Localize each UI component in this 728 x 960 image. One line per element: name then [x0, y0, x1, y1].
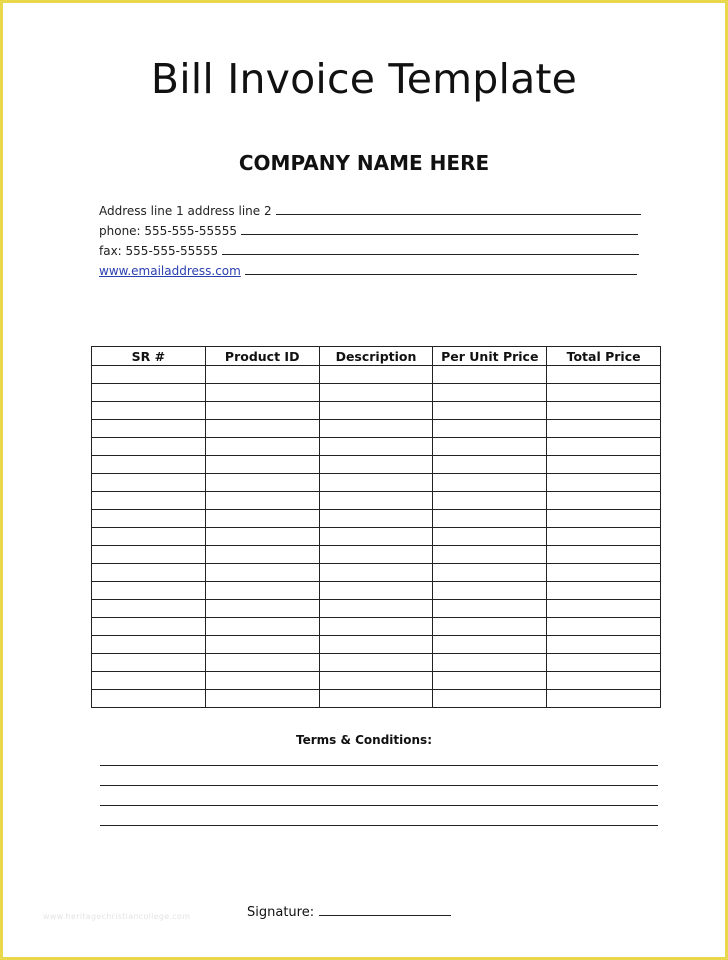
table-cell[interactable] [547, 564, 661, 582]
table-row [92, 564, 661, 582]
table-cell[interactable] [205, 546, 319, 564]
company-name: COMPANY NAME HERE [238, 151, 490, 175]
terms-line [100, 805, 658, 806]
table-cell[interactable] [92, 636, 206, 654]
column-header-product-id: Product ID [205, 347, 319, 366]
table-cell[interactable] [433, 564, 547, 582]
table-cell[interactable] [433, 510, 547, 528]
table-cell[interactable] [92, 564, 206, 582]
table-row [92, 474, 661, 492]
table-cell[interactable] [319, 564, 433, 582]
table-cell[interactable] [433, 654, 547, 672]
fax-line [99, 238, 639, 258]
column-header-description: Description [319, 347, 433, 366]
table-cell[interactable] [547, 582, 661, 600]
table-cell[interactable] [547, 528, 661, 546]
table-cell[interactable] [547, 672, 661, 690]
email-link[interactable]: www.emailaddress.com [99, 264, 241, 278]
table-cell[interactable] [547, 456, 661, 474]
table-cell[interactable] [205, 600, 319, 618]
table-row [92, 546, 661, 564]
table-cell[interactable] [92, 528, 206, 546]
table-cell[interactable] [319, 582, 433, 600]
table-row [92, 402, 661, 420]
table-row [92, 600, 661, 618]
table-cell[interactable] [205, 438, 319, 456]
table-cell[interactable] [92, 582, 206, 600]
table-cell[interactable] [319, 402, 433, 420]
table-cell[interactable] [433, 690, 547, 708]
table-cell[interactable] [319, 384, 433, 402]
table-row [92, 654, 661, 672]
address-fill-line [276, 214, 641, 215]
table-cell[interactable] [433, 384, 547, 402]
table-cell[interactable] [433, 618, 547, 636]
signature-line [247, 900, 451, 920]
table-cell[interactable] [205, 636, 319, 654]
table-row [92, 456, 661, 474]
table-cell[interactable] [547, 600, 661, 618]
table-cell[interactable] [92, 402, 206, 420]
table-cell[interactable] [547, 654, 661, 672]
terms-line [100, 825, 658, 826]
table-cell[interactable] [205, 420, 319, 438]
table-cell[interactable] [205, 456, 319, 474]
table-cell[interactable] [92, 546, 206, 564]
table-row [92, 618, 661, 636]
table-cell[interactable] [205, 510, 319, 528]
table-cell[interactable] [433, 456, 547, 474]
terms-line [100, 785, 658, 786]
table-cell[interactable] [547, 618, 661, 636]
table-cell[interactable] [319, 636, 433, 654]
terms-line [100, 765, 658, 766]
table-cell[interactable] [205, 384, 319, 402]
table-cell[interactable] [433, 600, 547, 618]
table-cell[interactable] [92, 456, 206, 474]
signature-fill-line [319, 915, 451, 916]
table-cell[interactable] [433, 492, 547, 510]
table-cell[interactable] [92, 474, 206, 492]
table-cell[interactable] [547, 438, 661, 456]
table-cell[interactable] [319, 672, 433, 690]
table-cell[interactable] [319, 528, 433, 546]
table-cell[interactable] [319, 420, 433, 438]
terms-heading: Terms & Conditions: [296, 733, 432, 747]
column-header-total-price: Total Price [547, 347, 661, 366]
table-cell[interactable] [547, 402, 661, 420]
table-cell[interactable] [205, 672, 319, 690]
table-cell[interactable] [433, 402, 547, 420]
table-cell[interactable] [205, 366, 319, 384]
table-cell[interactable] [205, 618, 319, 636]
table-cell[interactable] [92, 438, 206, 456]
table-row [92, 366, 661, 384]
table-cell[interactable] [547, 510, 661, 528]
table-row [92, 582, 661, 600]
table-row [92, 420, 661, 438]
table-cell[interactable] [92, 690, 206, 708]
table-cell[interactable] [319, 438, 433, 456]
table-cell[interactable] [205, 690, 319, 708]
table-cell[interactable] [433, 420, 547, 438]
signature-label: Signature: [247, 905, 315, 920]
table-cell[interactable] [319, 510, 433, 528]
phone-label: phone: 555-555-55555 [99, 224, 238, 238]
fax-label: fax: 555-555-55555 [99, 244, 219, 258]
table-row [92, 492, 661, 510]
table-cell[interactable] [92, 492, 206, 510]
table-cell[interactable] [433, 636, 547, 654]
document-title: Bill Invoice Template [150, 55, 578, 103]
table-cell[interactable] [92, 510, 206, 528]
phone-fill-line [241, 234, 638, 235]
table-cell[interactable] [547, 366, 661, 384]
table-cell[interactable] [92, 672, 206, 690]
table-row [92, 636, 661, 654]
table-cell[interactable] [205, 474, 319, 492]
table-cell[interactable] [92, 420, 206, 438]
table-row [92, 384, 661, 402]
table-cell[interactable] [92, 600, 206, 618]
table-header-row [92, 347, 661, 366]
invoice-items-table [91, 346, 661, 708]
table-cell[interactable] [319, 654, 433, 672]
table-cell[interactable] [319, 366, 433, 384]
address-line [99, 198, 641, 218]
table-cell[interactable] [205, 564, 319, 582]
table-cell[interactable] [319, 546, 433, 564]
table-cell[interactable] [92, 366, 206, 384]
table-body [92, 366, 661, 708]
table-cell[interactable] [547, 474, 661, 492]
table-cell[interactable] [319, 618, 433, 636]
table-cell[interactable] [205, 528, 319, 546]
table-cell[interactable] [547, 492, 661, 510]
phone-line [99, 218, 638, 238]
table-cell[interactable] [92, 654, 206, 672]
table-row [92, 438, 661, 456]
table-cell[interactable] [547, 384, 661, 402]
table-row [92, 528, 661, 546]
table-cell[interactable] [433, 546, 547, 564]
table-cell[interactable] [433, 366, 547, 384]
table-cell[interactable] [205, 492, 319, 510]
table-cell[interactable] [92, 618, 206, 636]
table-row [92, 690, 661, 708]
table-cell[interactable] [547, 546, 661, 564]
address-label: Address line 1 address line 2 [99, 204, 272, 218]
table-cell[interactable] [547, 420, 661, 438]
email-line [99, 258, 637, 278]
table-cell[interactable] [433, 582, 547, 600]
table-cell[interactable] [92, 384, 206, 402]
table-cell[interactable] [433, 438, 547, 456]
column-header-sr: SR # [92, 347, 206, 366]
table-cell[interactable] [319, 492, 433, 510]
table-cell[interactable] [433, 672, 547, 690]
table-cell[interactable] [433, 528, 547, 546]
table-cell[interactable] [433, 474, 547, 492]
table-cell[interactable] [547, 636, 661, 654]
column-header-per-unit-price: Per Unit Price [433, 347, 547, 366]
table-cell[interactable] [319, 456, 433, 474]
table-cell[interactable] [205, 582, 319, 600]
table-cell[interactable] [205, 654, 319, 672]
table-row [92, 510, 661, 528]
table-cell[interactable] [319, 600, 433, 618]
fax-fill-line [222, 254, 639, 255]
table-cell[interactable] [205, 402, 319, 420]
table-cell[interactable] [319, 474, 433, 492]
watermark: www.heritagechristiancollege.com [43, 912, 191, 921]
table-cell[interactable] [547, 690, 661, 708]
table-row [92, 672, 661, 690]
email-fill-line [245, 274, 637, 275]
table-cell[interactable] [319, 690, 433, 708]
